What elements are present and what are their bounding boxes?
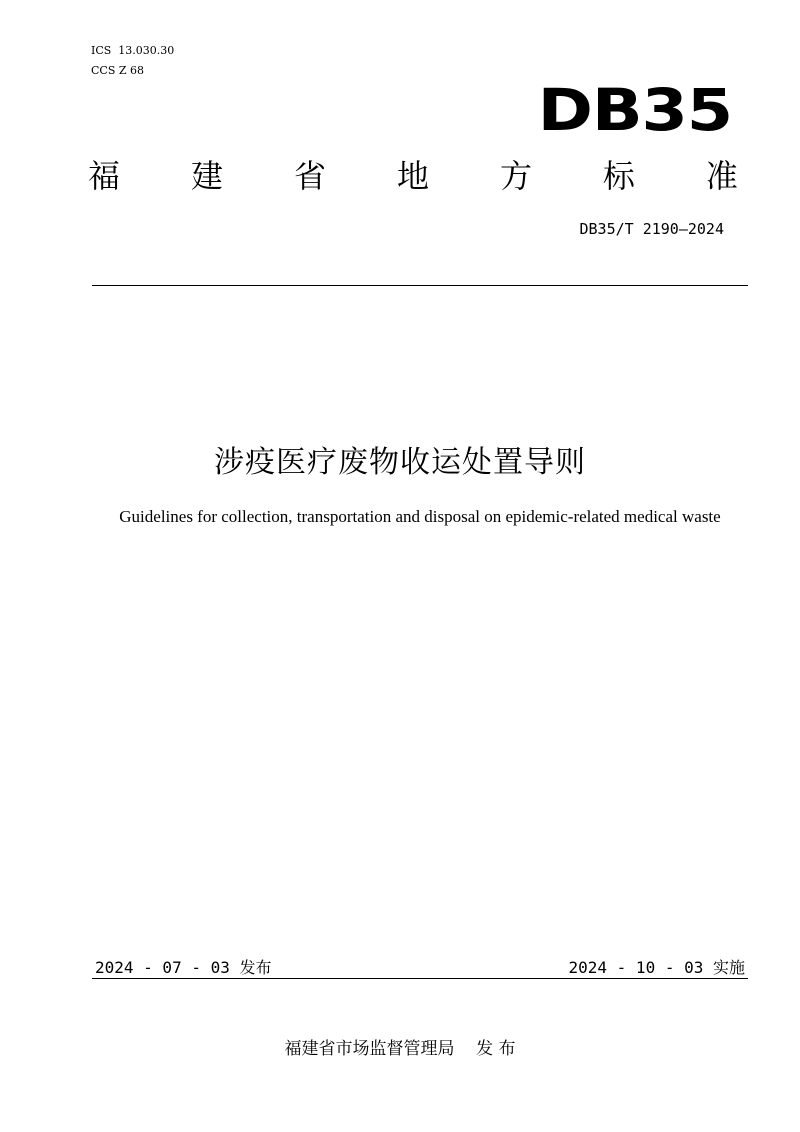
standard-type-char: 方: [499, 157, 532, 195]
standard-type-char: 标: [602, 157, 635, 195]
issue-date: 2024 - 07 - 03 发布: [95, 958, 272, 977]
top-divider: [92, 285, 748, 286]
standard-number: DB35/T 2190—2024: [579, 220, 724, 238]
standard-type-char: 福: [88, 157, 121, 195]
chinese-title: 涉疫医疗废物收运处置导则: [214, 445, 586, 480]
implementation-date: 2024 - 10 - 03 实施: [568, 958, 745, 977]
db35-logo: DB35: [537, 76, 732, 144]
standard-type-char: 建: [190, 157, 223, 195]
standard-type-char: 地: [396, 157, 429, 195]
standard-type-char: 准: [705, 157, 738, 195]
classification-codes: [91, 41, 174, 81]
bottom-divider: [92, 978, 748, 979]
publisher: 福建省市场监督管理局 发 布: [284, 1039, 516, 1059]
date-row: [95, 955, 745, 978]
ccs-code: CCS Z 68: [91, 64, 145, 77]
ics-code: ICS 13.030.30: [91, 44, 175, 57]
english-title: Guidelines for collection, transportation and disposal on epidemic-related medical waste: [119, 507, 721, 526]
standard-type-char: 省: [293, 157, 326, 195]
standard-type-heading: [88, 150, 738, 198]
